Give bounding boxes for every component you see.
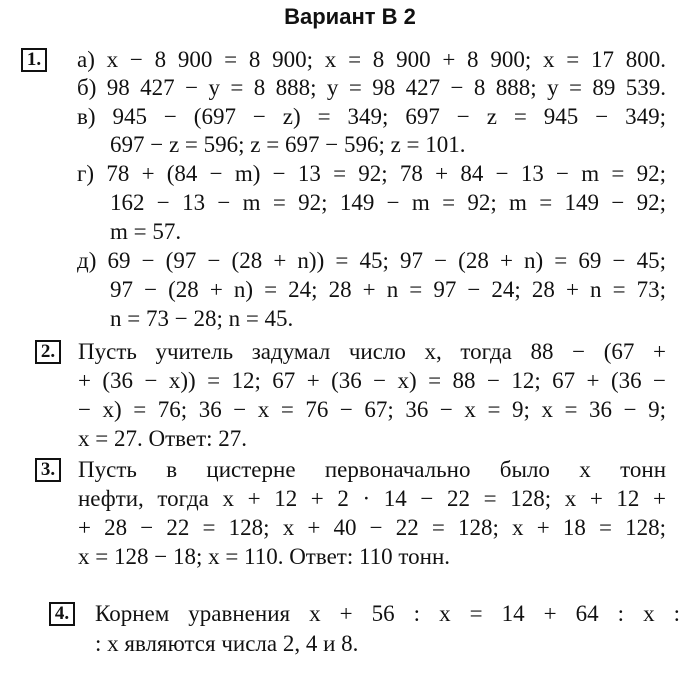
problem-2-line: + (36 − x)) = 12; 67 + (36 − x) = 88 − 12; 67 + (36 − (78, 368, 666, 393)
problem-2-line: Пусть учитель задумал число x, тогда 88 − (67 + (78, 339, 666, 364)
problem-3-line: Пусть в цистерне первоначально было x тонн (78, 457, 666, 482)
problem-number-1: 1. (21, 48, 47, 72)
problem-2-line: − x) = 76; 36 − x = 76 − 67; 36 − x = 9; x = 36 − 9; (78, 397, 666, 422)
problem-number-4: 4. (49, 602, 75, 626)
problem-number-3: 3. (35, 458, 61, 482)
problem-1-line-g-cont: 162 − 13 − m = 92; 149 − m = 92; m = 149 − 92; (110, 190, 666, 215)
problem-2-line: x = 27. Ответ: 27. (78, 426, 248, 451)
problem-3-line: нефти, тогда x + 12 + 2 · 14 − 22 = 128; x + 12 + (78, 486, 666, 511)
problem-4-line: : x являются числа 2, 4 и 8. (95, 631, 359, 656)
page-title: Вариант В 2 (284, 4, 416, 29)
problem-number-2: 2. (35, 340, 61, 364)
problem-1-line-d-cont2: n = 73 − 28; n = 45. (110, 306, 294, 331)
problem-1-line-v-cont: 697 − z = 596; z = 697 − 596; z = 101. (110, 132, 466, 157)
problem-1-line-g-cont2: m = 57. (110, 219, 182, 244)
problem-1-line-d-cont: 97 − (28 + n) = 24; 28 + n = 97 − 24; 28 + n = 73; (110, 277, 666, 302)
problem-3-line: + 28 − 22 = 128; x + 40 − 22 = 128; x + 18 = 128; (78, 515, 666, 540)
problem-4-line: Корнем уравнения x + 56 : x = 14 + 64 : x : (95, 601, 680, 626)
problem-3-line: x = 128 − 18; x = 110. Ответ: 110 тонн. (78, 544, 450, 569)
problem-1-line-b: б) 98 427 − y = 8 888; y = 98 427 − 8 888; y = 89 539. (77, 75, 666, 100)
problem-1-line-v: в) 945 − (697 − z) = 349; 697 − z = 945 − 349; (77, 104, 666, 129)
problem-1-line-d: д) 69 − (97 − (28 + n)) = 45; 97 − (28 + n) = 69 − 45; (77, 248, 666, 273)
problem-1-line-a: а) x − 8 900 = 8 900; x = 8 900 + 8 900; x = 17 800. (77, 47, 666, 72)
problem-1-line-g: г) 78 + (84 − m) − 13 = 92; 78 + 84 − 13 − m = 92; (77, 161, 666, 186)
